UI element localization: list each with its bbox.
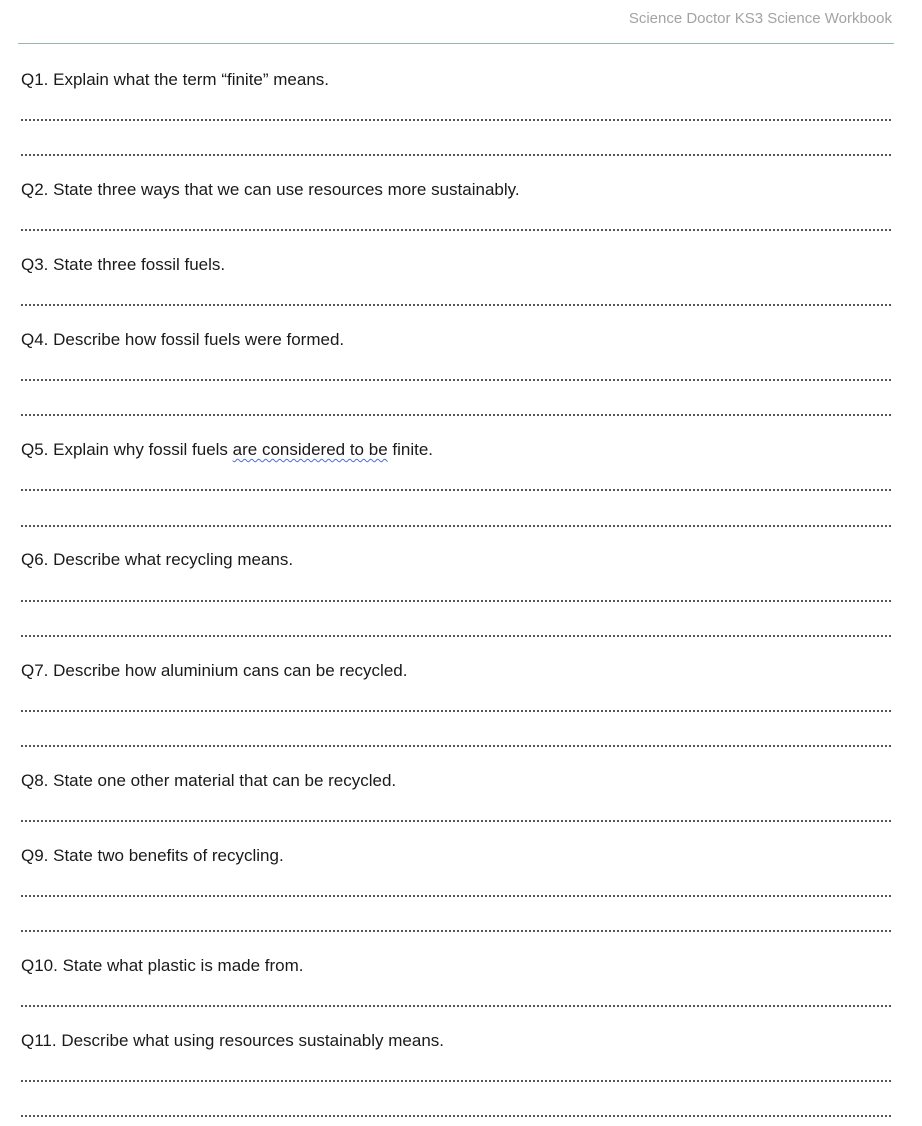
- question-5-end: finite.: [387, 440, 434, 459]
- question-8: Q8. State one other material that can be recycled.: [21, 771, 397, 790]
- answer-line: [21, 820, 891, 822]
- answer-line: [21, 635, 891, 637]
- answer-line: [21, 304, 891, 306]
- answer-line: [21, 745, 891, 747]
- answer-line: [21, 930, 891, 932]
- question-10: Q10. State what plastic is made from.: [21, 956, 304, 975]
- question-1: Q1. Explain what the term “finite” means.: [21, 70, 330, 89]
- question-5-start: Q5. Explain why fossil fuels: [21, 440, 233, 459]
- answer-line: [21, 119, 891, 121]
- answer-line: [21, 379, 891, 381]
- answer-line: [21, 525, 891, 527]
- answer-line: [21, 600, 891, 602]
- answer-line: [21, 710, 891, 712]
- question-7: Q7. Describe how aluminium cans can be recycled.: [21, 661, 408, 680]
- answer-line: [21, 229, 891, 231]
- question-6: Q6. Describe what recycling means.: [21, 550, 294, 569]
- answer-line: [21, 1080, 891, 1082]
- question-2: Q2. State three ways that we can use resources more sustainably.: [21, 180, 520, 199]
- grammar-flagged-text: are considered to be: [232, 440, 388, 459]
- answer-line: [21, 1005, 891, 1007]
- question-3: Q3. State three fossil fuels.: [21, 255, 226, 274]
- question-4: Q4. Describe how fossil fuels were formed.: [21, 330, 345, 349]
- question-5: [21, 440, 433, 460]
- question-11: Q11. Describe what using resources sustainably means.: [21, 1031, 444, 1050]
- answer-line: [21, 414, 891, 416]
- question-9: Q9. State two benefits of recycling.: [21, 846, 284, 865]
- answer-line: [21, 895, 891, 897]
- answer-line: [21, 489, 891, 491]
- answer-line: [21, 1115, 891, 1117]
- workbook-header: Science Doctor KS3 Science Workbook: [628, 10, 892, 27]
- answer-line: [21, 154, 891, 156]
- header-divider: [18, 43, 894, 44]
